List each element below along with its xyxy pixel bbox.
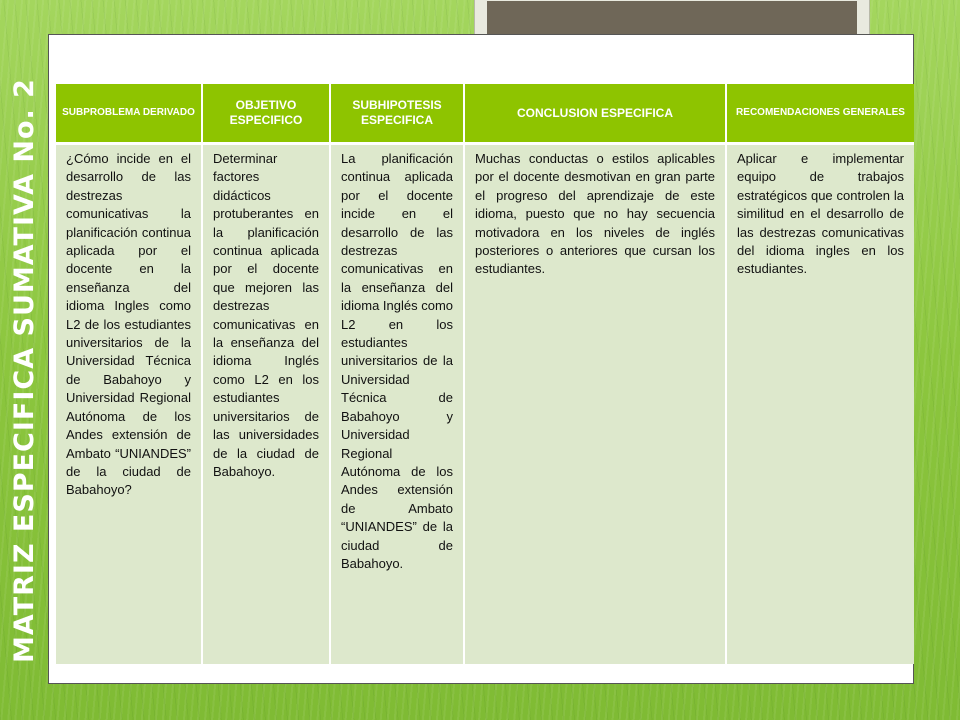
matrix-table: [56, 84, 914, 664]
cell-recomendaciones: Aplicar e implementar equipo de trabajos estratégicos que controlen la similitud en el desarrollo de las destrezas comunicativas del idioma ingles en los estudiantes.: [726, 144, 914, 665]
cell-conclusion: Muchas conductas o estilos aplicables por el docente desmotivan en gran parte el progreso del aprendizaje de este idioma, puesto que no hay secuencia motivadora en los niveles de inglés posteriores o anteriores que cursan los estudiantes.: [464, 144, 726, 665]
header-subhipotesis: SUBHIPOTESIS ESPECIFICA: [330, 84, 464, 144]
cell-subhipotesis: La planificación continua aplicada por el docente incide en el desarrollo de las destrezas comunicativas en la enseñanza del idioma Inglés como L2 en los estudiantes universitarios de la Universidad Técnica de Babahoyo y Universidad Regional Autónoma de los Andes extensión de Ambato “UNIANDES” de la ciudad de Babahoyo.: [330, 144, 464, 665]
table-row: [56, 144, 914, 665]
header-conclusion: CONCLUSION ESPECIFICA: [464, 84, 726, 144]
cell-objetivo: Determinar factores didácticos protuberantes en la planificación continua aplicada por el docente que mejoren las destrezas comunicativas en la enseñanza del idioma Inglés como L2 en los estudiantes universitarios de las universidades de la ciudad de Babahoyo.: [202, 144, 330, 665]
slide-title-vertical: [2, 77, 46, 663]
header-recomendaciones: RECOMENDACIONES GENERALES: [726, 84, 914, 144]
cell-subproblema: ¿Cómo incide en el desarrollo de las destrezas comunicativas la planificación continua aplicada por el docente en la enseñanza del idioma Ingles como L2 de los estudiantes universitarios de la Universidad Técnica de Babahoyo y Universidad Regional Autónoma de los Andes extensión de Ambato “UNIANDES” de la ciudad de Babahoyo?: [56, 144, 202, 665]
header-objetivo: OBJETIVO ESPECIFICO: [202, 84, 330, 144]
slide-title: MATRIZ ESPECIFICA SUMATIVA No. 2: [8, 77, 40, 663]
header-subproblema: SUBPROBLEMA DERIVADO: [56, 84, 202, 144]
table-header-row: [56, 84, 914, 144]
